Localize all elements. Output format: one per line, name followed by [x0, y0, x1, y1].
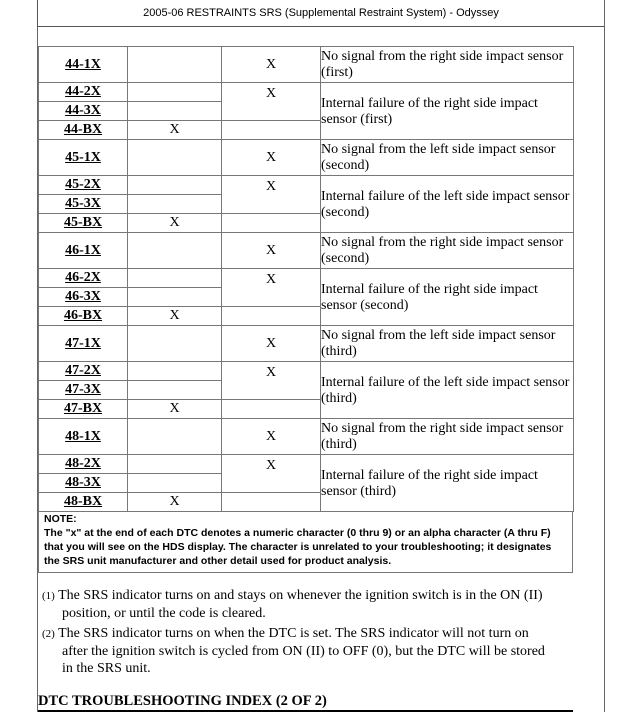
footnote-text: in the SRS unit. — [62, 661, 151, 676]
indicator-col-1 — [128, 102, 222, 121]
dtc-description: Internal failure of the right side impact sensor (second) — [321, 269, 574, 326]
indicator-col-1 — [128, 195, 222, 214]
footnote-text: The SRS indicator turns on when the DTC is set. The SRS indicator will not turn on — [58, 626, 529, 641]
dtc-code: 47-1X — [39, 326, 128, 362]
dtc-code: 47-2X — [39, 362, 128, 381]
note-text: The "x" at the end of each DTC denotes a numeric character (0 thru 9) or an alpha character (A thru F) that you will see on the HDS display. The character is unrelated to your troubleshooting; it designates the SRS unit manufacturer and other detail used for product analysis. — [44, 527, 552, 567]
footnote-2 — [42, 625, 572, 677]
footnote-text: The SRS indicator turns on and stays on whenever the ignition switch is in the ON (II) — [58, 588, 543, 603]
dtc-description: Internal failure of the right side impact sensor (first) — [321, 83, 574, 140]
dtc-code: 44-BX — [39, 121, 128, 140]
indicator-col-2: X — [222, 176, 321, 214]
indicator-col-2: X — [222, 269, 321, 307]
dtc-description: No signal from the left side impact sensor (third) — [321, 326, 574, 362]
dtc-description: Internal failure of the left side impact sensor (third) — [321, 362, 574, 419]
indicator-col-2: X — [222, 455, 321, 493]
table-row — [39, 233, 574, 269]
indicator-col-2: X — [222, 83, 321, 121]
table-row — [39, 326, 574, 362]
indicator-col-2: X — [222, 47, 321, 83]
footnote-1 — [42, 587, 572, 622]
dtc-code: 45-3X — [39, 195, 128, 214]
dtc-code: 45-1X — [39, 140, 128, 176]
table-row — [39, 140, 574, 176]
indicator-col-2 — [222, 400, 321, 419]
indicator-col-2 — [222, 214, 321, 233]
dtc-code: 48-2X — [39, 455, 128, 474]
indicator-col-1: X — [128, 214, 222, 233]
dtc-code: 44-3X — [39, 102, 128, 121]
dtc-description: No signal from the right side impact sensor (second) — [321, 233, 574, 269]
dtc-description: Internal failure of the left side impact sensor (second) — [321, 176, 574, 233]
dtc-code: 46-3X — [39, 288, 128, 307]
indicator-col-1: X — [128, 121, 222, 140]
indicator-col-1 — [128, 419, 222, 455]
table-row — [39, 83, 574, 102]
table-row — [39, 455, 574, 474]
table-row — [39, 269, 574, 288]
dtc-code: 45-2X — [39, 176, 128, 195]
table-row — [39, 419, 574, 455]
indicator-col-1: X — [128, 400, 222, 419]
dtc-description: No signal from the right side impact sensor (first) — [321, 47, 574, 83]
indicator-col-1 — [128, 233, 222, 269]
dtc-table — [38, 46, 574, 512]
indicator-col-1 — [128, 140, 222, 176]
dtc-code: 48-3X — [39, 474, 128, 493]
page-header — [37, 0, 605, 27]
indicator-col-1 — [128, 381, 222, 400]
table-row — [39, 362, 574, 381]
indicator-col-2: X — [222, 326, 321, 362]
table-row — [39, 47, 574, 83]
dtc-code: 46-BX — [39, 307, 128, 326]
dtc-description: Internal failure of the right side impact sensor (third) — [321, 455, 574, 512]
indicator-col-1 — [128, 83, 222, 102]
indicator-col-2 — [222, 493, 321, 512]
footnote-number: (2) — [42, 628, 55, 640]
dtc-code: 44-1X — [39, 47, 128, 83]
indicator-col-1: X — [128, 307, 222, 326]
footnote-text: position, or until the code is cleared. — [62, 606, 266, 621]
indicator-col-1 — [128, 362, 222, 381]
note-title: NOTE: — [44, 513, 77, 525]
indicator-col-2: X — [222, 140, 321, 176]
section-title: DTC TROUBLESHOOTING INDEX (2 OF 2) — [38, 693, 573, 712]
dtc-code: 46-1X — [39, 233, 128, 269]
indicator-col-2: X — [222, 233, 321, 269]
dtc-code: 48-BX — [39, 493, 128, 512]
dtc-description: No signal from the right side impact sensor (third) — [321, 419, 574, 455]
dtc-code: 45-BX — [39, 214, 128, 233]
dtc-code: 46-2X — [39, 269, 128, 288]
indicator-col-2 — [222, 121, 321, 140]
dtc-description: No signal from the left side impact sensor (second) — [321, 140, 574, 176]
indicator-col-1 — [128, 455, 222, 474]
footnote-number: (1) — [42, 590, 55, 602]
indicator-col-2: X — [222, 362, 321, 400]
table-row — [39, 176, 574, 195]
indicator-col-1 — [128, 474, 222, 493]
right-margin-line — [604, 0, 605, 712]
indicator-col-1 — [128, 47, 222, 83]
page-header-title: 2005-06 RESTRAINTS SRS (Supplemental Restraint System) - Odyssey — [143, 7, 499, 19]
dtc-table-body — [39, 47, 574, 512]
indicator-col-1 — [128, 269, 222, 288]
dtc-code: 44-2X — [39, 83, 128, 102]
dtc-code: 47-3X — [39, 381, 128, 400]
indicator-col-1 — [128, 176, 222, 195]
indicator-col-2 — [222, 307, 321, 326]
note-box — [38, 511, 573, 573]
indicator-col-1: X — [128, 493, 222, 512]
indicator-col-1 — [128, 326, 222, 362]
footnote-text: after the ignition switch is cycled from ON (II) to OFF (0), but the DTC will be stored — [62, 644, 545, 659]
indicator-col-1 — [128, 288, 222, 307]
indicator-col-2: X — [222, 419, 321, 455]
dtc-code: 48-1X — [39, 419, 128, 455]
dtc-code: 47-BX — [39, 400, 128, 419]
